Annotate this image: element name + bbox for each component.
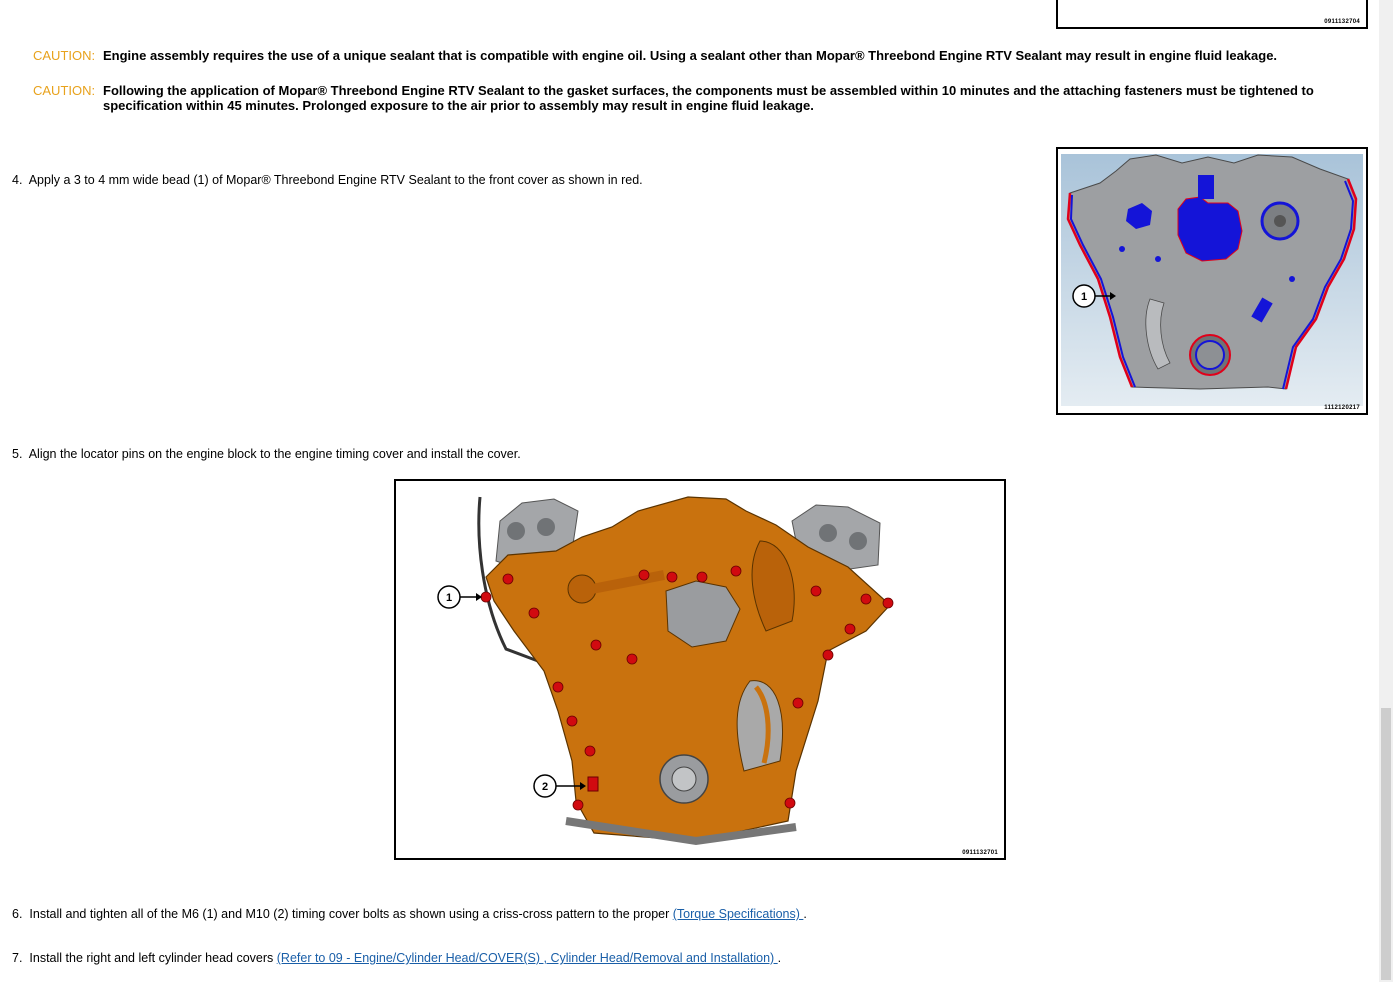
step-punctuation: . [803, 907, 807, 921]
timing-cover-bolts-illustration [396, 481, 1004, 858]
step-number: 5. [12, 447, 23, 461]
figure-id: 1112120217 [1324, 405, 1360, 411]
step-4 [12, 173, 643, 188]
cylinder-head-cover-link[interactable]: (Refer to 09 - Engine/Cylinder Head/COVER(S) , Cylinder Head/Removal and Installation) [276, 951, 778, 965]
step-6 [12, 907, 807, 922]
callout-1: 1 [1080, 291, 1088, 303]
caution-label: CAUTION: [33, 48, 96, 63]
step-text: Align the locator pins on the engine block to the engine timing cover and install the cover. [28, 447, 521, 461]
figure-id: 0911132701 [962, 850, 998, 856]
step-punctuation: . [777, 951, 782, 965]
step-7 [12, 951, 781, 966]
step-number: 7. [12, 951, 23, 965]
figure-id: 0911132704 [1324, 19, 1360, 25]
figure-top-partial [1056, 0, 1368, 29]
callout-1: 1 [445, 592, 453, 604]
caution-label: CAUTION: [33, 83, 96, 98]
caution-text: Following the application of Mopar® Threebond Engine RTV Sealant to the gasket surfaces, the components must be assembled within 10 minutes and the attaching fasteners must be tightened to specification within 45 minutes. Prolonged exposure to the air prior to assembly may result in engine fluid leakage. [103, 83, 1314, 113]
step-text: Apply a 3 to 4 mm wide bead (1) of Mopar® Threebond Engine RTV Sealant to the front cover as shown in red. [28, 173, 643, 187]
torque-specifications-link[interactable]: (Torque Specifications) [672, 907, 804, 921]
step-number: 6. [12, 907, 23, 921]
step-text: Install the right and left cylinder head covers [29, 951, 277, 965]
step-5 [12, 447, 521, 462]
vertical-scrollbar[interactable] [1379, 0, 1393, 982]
caution-text: Engine assembly requires the use of a unique sealant that is compatible with engine oil. Using a sealant other than Mopar® Threebond Engine RTV Sealant may result in engine fluid leakage. [103, 48, 1278, 63]
callout-2: 2 [541, 781, 549, 793]
figure-timing-cover [394, 479, 1006, 860]
scrollbar-thumb[interactable] [1381, 708, 1391, 980]
front-cover-sealant-illustration [1058, 149, 1366, 413]
step-number: 4. [12, 173, 23, 187]
step-text: Install and tighten all of the M6 (1) and M10 (2) timing cover bolts as shown using a criss-cross pattern to the proper [29, 907, 673, 921]
figure-sealant [1056, 147, 1368, 415]
